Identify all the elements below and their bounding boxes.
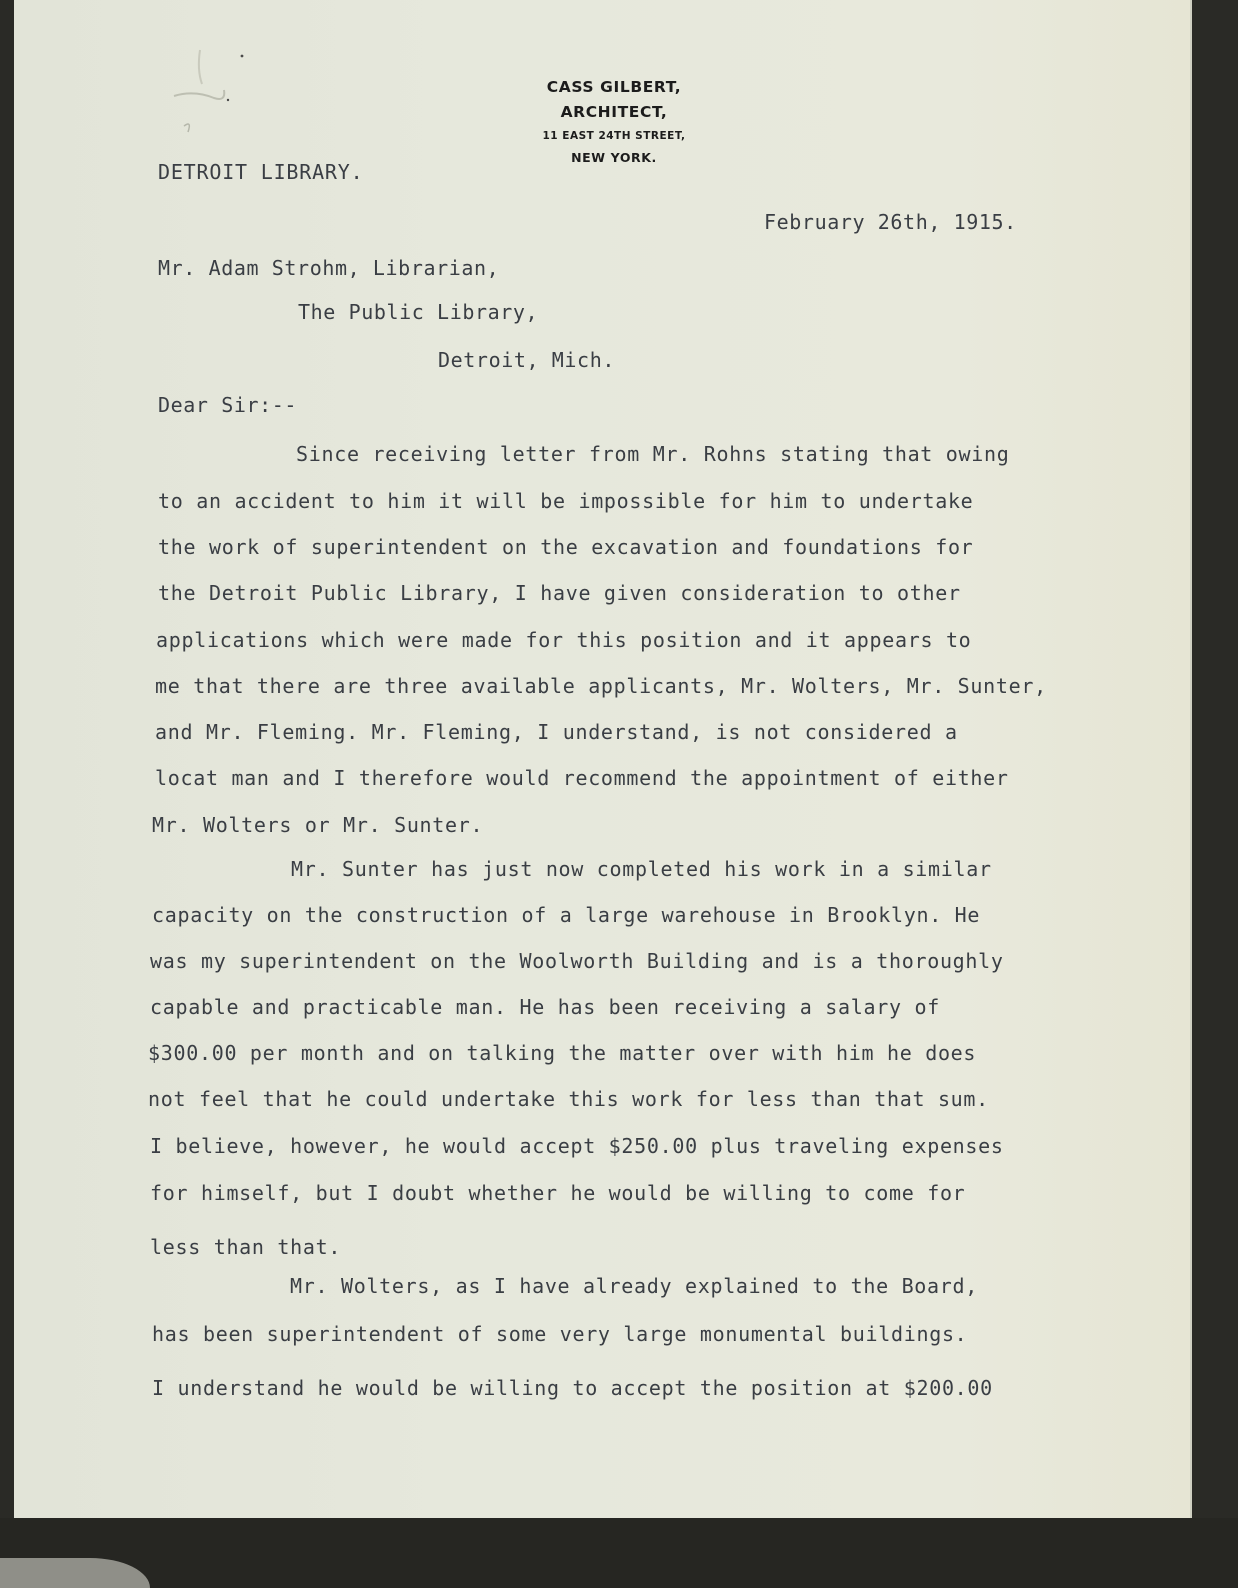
body-line: not feel that he could undertake this work for less than that sum. (148, 1087, 989, 1111)
letterhead-title: ARCHITECT, (560, 103, 668, 121)
body-line: Mr. Sunter has just now completed his work in a similar (291, 857, 992, 881)
body-line: capable and practicable man. He has been receiving a salary of (150, 995, 940, 1019)
body-line: less than that. (150, 1235, 342, 1259)
body-line: for himself, but I doubt whether he would be willing to come for (150, 1181, 966, 1205)
recipient-institution: The Public Library, (298, 300, 539, 324)
scan-background (0, 1518, 1238, 1588)
letterhead-city: NEW YORK. (571, 150, 657, 165)
body-line: Mr. Wolters, as I have already explained to the Board, (290, 1274, 979, 1298)
body-line: Mr. Wolters or Mr. Sunter. (152, 813, 484, 837)
letter-date: February 26th, 1915. (764, 210, 1017, 234)
body-line: has been superintendent of some very large monumental buildings. (152, 1322, 968, 1346)
body-line: Since receiving letter from Mr. Rohns stating that owing (296, 442, 1010, 466)
scan-corner (0, 1558, 150, 1588)
recipient-name: Mr. Adam Strohm, Librarian, (158, 256, 500, 280)
body-line: me that there are three available applicants, Mr. Wolters, Mr. Sunter, (155, 674, 1047, 698)
body-line: locat man and I therefore would recommend the appointment of either (155, 766, 1009, 790)
paper-stain-mark (164, 40, 274, 150)
recipient-city: Detroit, Mich. (438, 348, 615, 372)
salutation: Dear Sir:-- (158, 393, 298, 417)
body-line: the work of superintendent on the excavation and foundations for (158, 535, 974, 559)
body-line: the Detroit Public Library, I have given consideration to other (158, 581, 961, 605)
body-line: capacity on the construction of a large warehouse in Brooklyn. He (152, 903, 981, 927)
body-line: and Mr. Fleming. Mr. Fleming, I understand, is not considered a (155, 720, 958, 744)
body-line: $300.00 per month and on talking the matter over with him he does (148, 1041, 977, 1065)
file-label: DETROIT LIBRARY. (158, 160, 364, 184)
letterhead (494, 74, 734, 168)
body-line: was my superintendent on the Woolworth Building and is a thoroughly (150, 949, 1004, 973)
body-line: applications which were made for this position and it appears to (156, 628, 972, 652)
body-line: I understand he would be willing to accept the position at $200.00 (152, 1376, 993, 1400)
letterhead-name: CASS GILBERT, (546, 78, 682, 96)
letterhead-street: 11 EAST 24TH STREET, (542, 130, 686, 142)
body-line: to an accident to him it will be impossible for him to undertake (158, 489, 974, 513)
body-line: I believe, however, he would accept $250.00 plus traveling expenses (150, 1134, 1004, 1158)
